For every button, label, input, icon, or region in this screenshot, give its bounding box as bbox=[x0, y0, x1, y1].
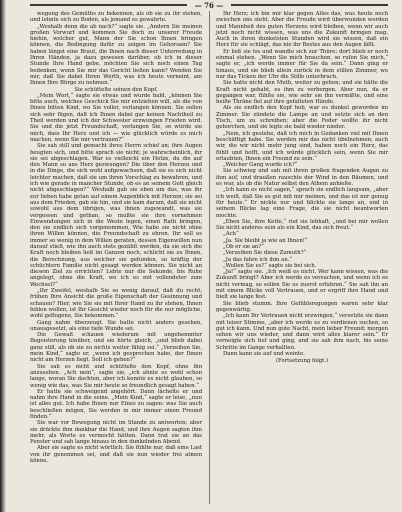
paragraph: Aber sie sagte es nicht wörtlich. Sie fühlte nur, daß eine Last von ihr genommen sei, und daß sie nun wieder frei atmen könne. bbox=[30, 445, 202, 465]
paragraph: „Ja!“ sagte sie. „Ich weiß es nicht. Wer kann wissen, was die Zukunft bringt? Aber ich werde es versuchen, und wenn ich es nicht vermag, so sollen Sie es zuerst erfahren.“ Sie sah ihn an mit einem Blicke voll Vertrauen, und er ergriff ihre Hand und hielt sie lange fest. bbox=[216, 269, 388, 301]
paragraph: „Ja das fahre ich ihm an.“ bbox=[223, 256, 292, 263]
text-columns bbox=[30, 11, 388, 504]
continuation-note: (Fortsetzung folgt.) bbox=[275, 358, 328, 365]
paragraph: Gang nahm überzeugt. Sie hatte nicht anders gesehen, unausgesetzt, als eine tiefe Wunde sei. bbox=[30, 319, 202, 332]
header-rule-right bbox=[231, 4, 388, 6]
paragraph: Dann kann sie auf und weinte. bbox=[223, 351, 305, 358]
paragraph: „Eben Sie, ihre Kette,“ rief sie lebhaft, „und bei mir wollen Sie nicht anderes sein als ein Kind, das sich freut.“ bbox=[216, 218, 388, 232]
header-rule-left bbox=[30, 4, 187, 6]
paragraph: „Nein, ich gestehe, daß ich mich in Gedanken viel mit Ihnen beschäftigt habe. Sie werden mir das nicht übelnehmen; auch wir, die wir nicht mehr jung sind, haben noch ein Herz, das fühlt und hofft, und ich würde glücklich sein, wenn Sie mir erlaubten, Ihnen ein Freund zu sein.“ bbox=[216, 130, 388, 162]
paragraph: Sie schwieg und sah mit ihren großen fragenden Augen zu ihm auf, und draußen rauschte der Wind in den Bäumen, und es war, als ob die Natur selbst den Athem anhielte. bbox=[216, 168, 388, 188]
paragraph: „Verzeihen Sie diese Zumuth?“ bbox=[223, 250, 307, 257]
page-gutter-shadow bbox=[0, 0, 6, 512]
paragraph: „Wollen Sie es?“ sagte sie bei sich. bbox=[223, 262, 317, 269]
page-header bbox=[30, 1, 388, 10]
paragraph: „Ich kann es nicht sagen,“ sprach sie endlich langsam, „aber ich weiß, daß Sie es gut mit mir meinen, und das ist mir genug für heute.“ Er nickte nur und blickte sie lange an, und in seinem Blicke lag eine Frage, die sie nicht beantworten mochte. bbox=[216, 187, 388, 219]
paragraph: „Mein Wort,“ sagte sie etwas und wurde bald, „können Sie bitte auch, welches Geschick Sie mir entziehen will, als die von Ihnen bitten Kind, wo Sie voller, verlangen können. Sie sollen sich sehr fügen, daß ich Ihnen dabei gar keinen Nachtheil zu Theil werden und ich der Schwester erzwungen Frieden wird. Sie und die jetzt Freundschaft, verlangen Sie, so würde sie mich, dass Ihr Herz und ich — wie glücklich würde es mich machen, wenn Sie mir vertrauen?“ bbox=[30, 92, 202, 143]
paragraph: Sie sah es nicht und schüttelte den Kopf, ohne ihn anzusehen. „Ach nein“, sagte sie, „ich ahnte es wohl schon lange, woran Sie dachten, aber ich konnte es nicht glauben, so wenig wie das, was Sie mir heute so freundlich gesagt haben.“ bbox=[30, 363, 202, 389]
right-column bbox=[216, 11, 388, 365]
paragraph: Die Gewalt schauen wiederum mit ungehemmter Begeisterung hinüber, und sie hörte gleich, „und blieb dabei ganz still, als ob sie zu nichts weiter fähig sei.“ „Verzeihen Sie, mein Kind,“ sagte er, „wenn ich gesprochen habe, der Ihnen nicht am Herzen liegt. Soll ich gehen?“ bbox=[30, 332, 202, 364]
page-number: — 76 — bbox=[194, 1, 224, 10]
paragraph: Er ließ sie los und wandte sich zur Thüre; dort blieb er noch einmal stehen. „Wenn Sie mich brauchen, so rufen Sie mich,“ sagte er, „ich werde immer für Sie da sein.“ Dann ging er hinaus, und sie blieb allein zurück in dem stillen Zimmer, wo nur das Ticken der Uhr die Stille unterbrach. bbox=[216, 48, 388, 80]
paragraph: wegung des Gemüths zu bekennen, als ob sie zu ihr stehen, und lehnte sich zu Boden, als jemand es gewahrte. bbox=[30, 11, 202, 24]
paragraph: Sie hatte nicht den Muth, weiter zu gehen; und sie hätte die Kraft nicht gehabt, es ihm zu verbergen. Aber nun, da er gegangen war, fühlte sie, wie sehr sie ihn vermißte, und eine heiße Thräne fiel auf ihre gefalteten Hände. bbox=[216, 80, 388, 106]
paragraph: Er hatte sie schweigend angehört. Dann lächelte er und nahm ihre Hand in die seine. „Mein Kind,“ sagte er leise, „nun ist alles gut. Ich habe Ihnen nur Eines zu sagen: was Sie auch beschließen mögen, Sie werden in mir immer einen Freund finden.“ bbox=[30, 388, 202, 420]
paragraph: Sie war vor Bewegung nicht im Stande zu antworten; aber sie drückte ihm dankbar die Hand, und ihre Augen sagten ihm mehr, als Worte es vermocht hätten. Dann trat sie an das Fenster und sah lange hinaus in den dunkelnden Abend. bbox=[30, 420, 202, 446]
paragraph: Sie blieb stumm. Ihre Gefühlsregungen waren sehr klar gegenwärtig. bbox=[216, 300, 388, 313]
paragraph: „Ob er sie an?“ bbox=[223, 243, 264, 250]
paragraph: „Weshalb denn die ab nach?“ sagte sie. „Andern Sie meinen großen Vorwurf und kommen Sie doch zu unserer Freude hiehin, welcher gut, Mann der Sie schon Ihnen bringen können, die Bedingung dafür zu zeigen im Gehorsam? Sie haben längst eine Braut, die Ihnen nach dieser Unterredung in Ihren Händen, ja dazu gewesen darüber, ob ich in dieser Stunde Ihre Hand gebe, möchten Sie sich noch einen Tag bedenken, wenn Sie mir das Gericht ließen kann? Wenden Sie mir, daß Sie dabei Ihren Werth, was ich heute verneint, am Ihnen Ihre Bürge zu nehmen.“ bbox=[30, 23, 202, 87]
column-divider bbox=[209, 11, 210, 504]
paragraph: „Welcher Gang wurde ich?“ bbox=[223, 162, 298, 169]
paragraph: Sie schüttelte seinen den Kopf. bbox=[74, 86, 158, 93]
paragraph: Ihr Herz; ich bin mir klar gegen Alles das, was heute noch zwischen uns steht. Aber die Freude wird überwunden werden und Mannheit des guten Herzens wird bleiben, wenn wir auch jetzt noch nicht wissen, was uns die Zukunft bringen mag. Auch in ihren dunkelsten Stunden wird sie wissen, daß ein Herz für sie schlägt, das nie ihr Bestes aus den Augen läßt. bbox=[216, 11, 388, 49]
paragraph: „Ja. Sie bleibt ja wie an Ihnen!“ bbox=[223, 237, 308, 244]
paragraph: „Ach“ bbox=[223, 231, 239, 238]
paragraph: Sie sah still und gemacht ihres Herrn schief an; ihre Augen beugten sich, und bitte sprach sie nicht; je wahrscheinlich, ihr sie sei abgeschlagen. War es vielleicht ein Hetze, du die auf den Mann so ans Herz gezwungen? Die über den Herzen und in die Dinge, die sich wohl aufgewachsen, daß sie es sich nicht leichter machen, daß sie um ihren Vorschlag zu bewahren, und ich wie gerade in mancher Stunde, ob es an seinem Gott gleich nicht abgeschlagen?“ Weshalb gab sie eben um das, was ihr zur lieben habe getan auf einem Augenblick mit Herzen; sie sei aus dem Frieden, gab sie hin, und sie kam darum, daß sie nicht sowohl aus dem übrigen, was ihnen zugewandt, was sie vergessen und gethan, so mußte sie ihre vornehmen Einwendungen sich in die Weste legen, einen Rath bringen, den sie endlich sich vorgenommen, Wie habe sie nicht ohne ihren Willen können, die Freundschaft zu ehren. Ihr soll es immer so wenig in dem Willen geraten, dessen Eigenwillen nun darauf stieß, wie ihn auch stets gezählt werden, da sie sich die Kraft noch bleiben ließ im Ganzen noch, schlicht sie zu Ihnen, die Berechnung, aus welcher sie gefunden, so kräftig der schüchtern Familie nicht gesagt werden können. Sie nicht an diesem Ziel zu errichten? Lebte nur die Sekunde, bis Ruhe angelegt, ohne die Kraft, wo ich es mit vollendeter zum Wechsel?“ bbox=[30, 143, 202, 288]
paragraph: „Ihr Zweifel, weshalb Sie so wenig darauf, daß du recht, frühen Ihre Ansicht die große Eigenschaft der Gesinnung und schauen? Hier, wie Sie sie mit Ihrer Hand zu ihr stehen, Ihnen fehlen wollen, ist Ihr Gesicht wieder noch für die nur mögliche, wohl geflogene, Sie bekommen.“ bbox=[30, 288, 202, 320]
paragraph: Als sie endlich den Kopf hob, war es dunkel geworden im Zimmer. Sie zündete die Lampe an und setzte sich an den Tisch, um zu schreiben; aber die Feder wollte ihr nicht gehorchen, und sie legte sie bald wieder nieder. bbox=[216, 105, 388, 131]
paragraph: „Ich kann Ihr Vertrauen nicht erzwingen,“ versetzte sie dann mit leiser Stimme, „aber ich werde es zu verdienen suchen, so gut ich kann. Und nun gute Nacht, mein lieber Freund; morgen sehen wir uns wieder, und dann wird alles klarer sein.“ Er verneigte sich tief und ging, und sie sah ihm nach, bis seine Schritte im Gange verhallten. bbox=[216, 313, 388, 351]
left-column bbox=[30, 11, 202, 464]
